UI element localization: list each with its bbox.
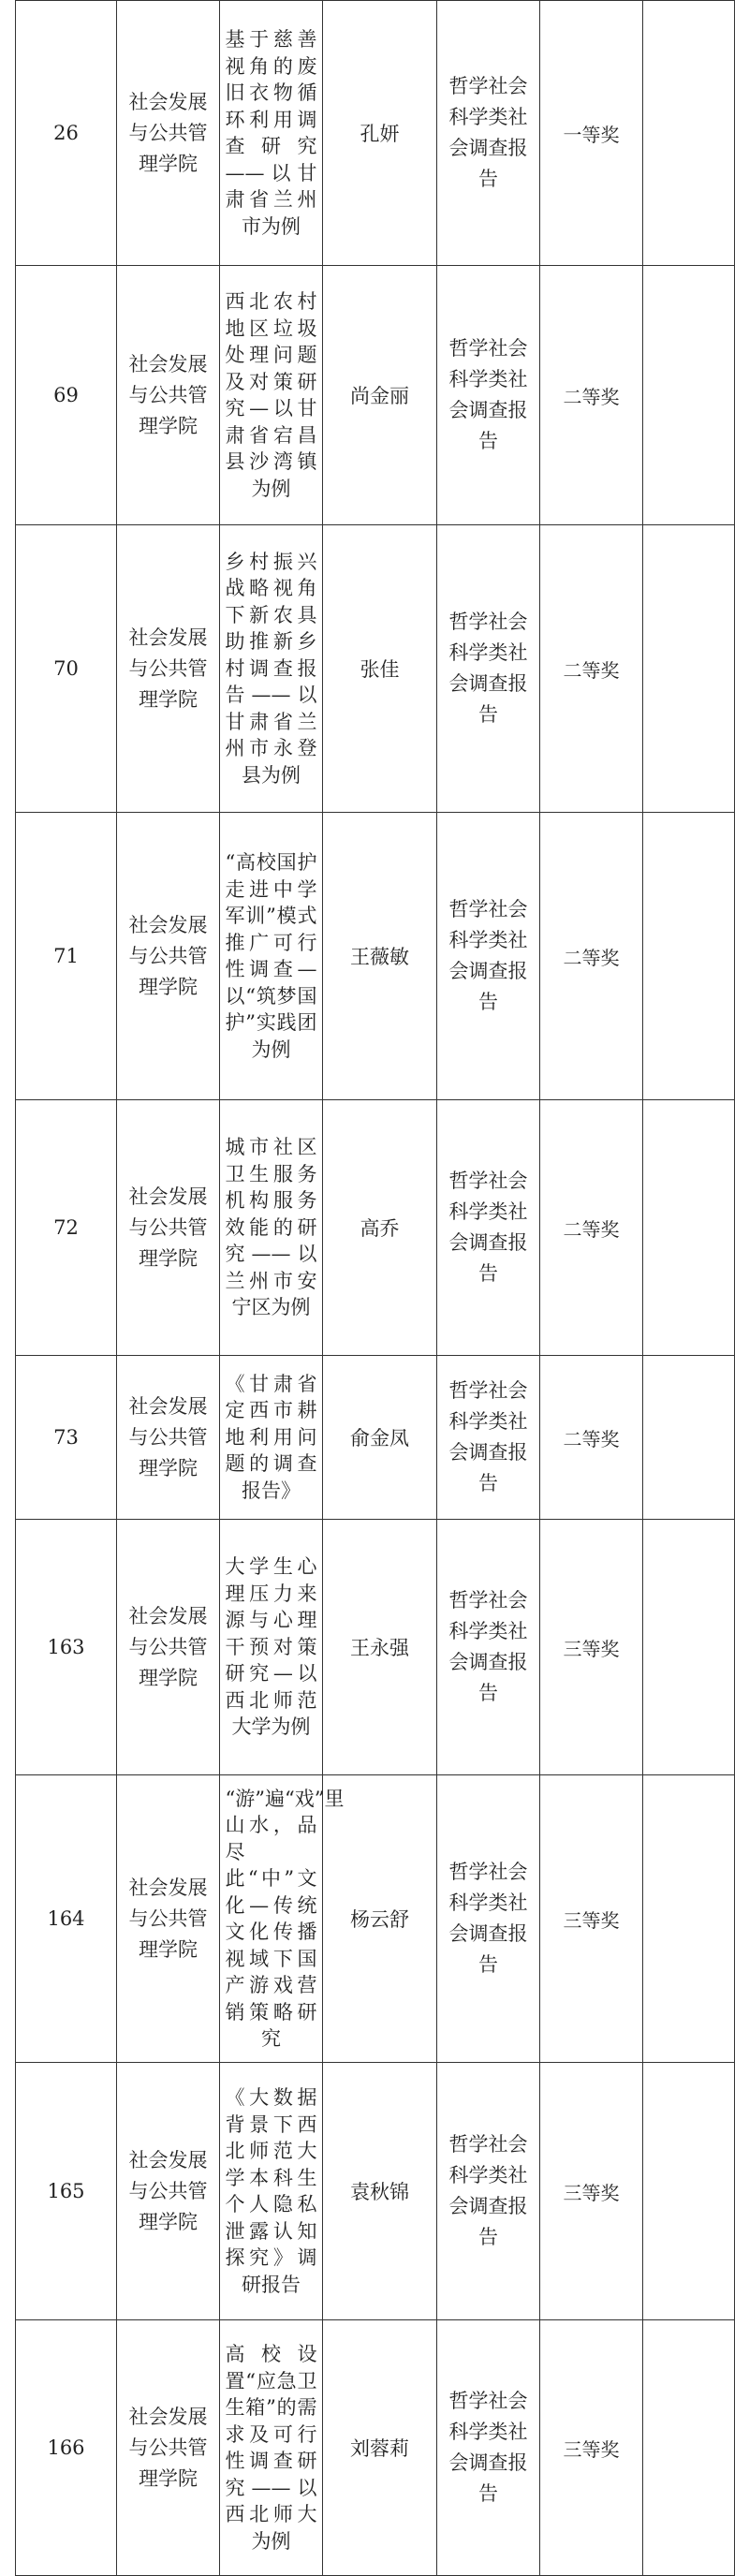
row-number: 69 [16, 266, 117, 525]
college-cell: 社会发展与公共管理学院 [117, 266, 220, 525]
row-number: 163 [16, 1520, 117, 1775]
project-title: “游”遍“戏”里山水，品尽此“中”文化—传统文化传播视域下国产游戏营销策略研究 [225, 1787, 345, 2050]
project-title: 高校设置“应急卫生箱”的需求及可行性调查研究——以西北师大为例 [225, 2343, 317, 2553]
project-title-cell [220, 1100, 323, 1356]
author-cell: 俞金凤 [323, 1356, 437, 1520]
category-cell: 哲学社会科学类社会调查报告 [437, 1100, 540, 1356]
table-row [16, 1100, 735, 1356]
category-cell: 哲学社会科学类社会调查报告 [437, 2063, 540, 2320]
award-cell: 三等奖 [540, 1520, 643, 1775]
college-cell: 社会发展与公共管理学院 [117, 813, 220, 1100]
award-cell: 二等奖 [540, 525, 643, 813]
college-cell: 社会发展与公共管理学院 [117, 1, 220, 266]
project-title-cell [220, 1, 323, 266]
row-number: 70 [16, 525, 117, 813]
empty-cell [643, 1, 735, 266]
project-title: 《甘肃省定西市耕地利用问题的调查报告》 [225, 1372, 317, 1502]
empty-cell [643, 2063, 735, 2320]
author-cell: 刘蓉莉 [323, 2320, 437, 2576]
row-number: 26 [16, 1, 117, 266]
college-cell: 社会发展与公共管理学院 [117, 2320, 220, 2576]
award-table-body [16, 1, 735, 2576]
author-cell: 袁秋锦 [323, 2063, 437, 2320]
college-cell: 社会发展与公共管理学院 [117, 1356, 220, 1520]
project-title-cell [220, 2063, 323, 2320]
row-number: 71 [16, 813, 117, 1100]
award-cell: 三等奖 [540, 2320, 643, 2576]
award-cell: 二等奖 [540, 1100, 643, 1356]
award-cell: 二等奖 [540, 266, 643, 525]
college-cell: 社会发展与公共管理学院 [117, 1520, 220, 1775]
project-title: 城市社区卫生服务机构服务效能的研究——以兰州市安宁区为例 [225, 1136, 317, 1319]
category-cell: 哲学社会科学类社会调查报告 [437, 525, 540, 813]
project-title-cell [220, 1775, 345, 2063]
category-cell: 哲学社会科学类社会调查报告 [437, 1520, 540, 1775]
author-cell: 杨云舒 [323, 1775, 437, 2063]
row-number: 165 [16, 2063, 117, 2320]
award-cell: 二等奖 [540, 1356, 643, 1520]
row-number: 72 [16, 1100, 117, 1356]
project-title: 大学生心理压力来源与心理干预对策研究—以西北师范大学为例 [225, 1555, 317, 1739]
award-cell: 二等奖 [540, 813, 643, 1100]
author-cell: 尚金丽 [323, 266, 437, 525]
table-row [16, 2320, 735, 2576]
project-title-cell [220, 525, 323, 813]
row-number: 73 [16, 1356, 117, 1520]
table-row [16, 525, 735, 813]
author-cell: 高乔 [323, 1100, 437, 1356]
project-title-cell [220, 1520, 323, 1775]
row-number: 166 [16, 2320, 117, 2576]
award-cell: 三等奖 [540, 2063, 643, 2320]
table-row [16, 266, 735, 525]
table-row [16, 1356, 735, 1520]
project-title-cell [220, 1356, 323, 1520]
empty-cell [643, 2320, 735, 2576]
empty-cell [643, 1775, 735, 2063]
category-cell: 哲学社会科学类社会调查报告 [437, 1, 540, 266]
author-cell: 王永强 [323, 1520, 437, 1775]
author-cell: 张佳 [323, 525, 437, 813]
empty-cell [643, 1520, 735, 1775]
empty-cell [643, 813, 735, 1100]
award-cell: 一等奖 [540, 1, 643, 266]
award-cell: 三等奖 [540, 1775, 643, 2063]
empty-cell [643, 525, 735, 813]
category-cell: 哲学社会科学类社会调查报告 [437, 2320, 540, 2576]
project-title-cell [220, 2320, 323, 2576]
project-title: “高校国护走进中学军训”模式推广可行性调查—以“筑梦国护”实践团为例 [225, 851, 317, 1061]
row-number: 164 [16, 1775, 117, 2063]
author-cell: 孔妍 [323, 1, 437, 266]
empty-cell [643, 1356, 735, 1520]
table-row [16, 813, 735, 1100]
category-cell: 哲学社会科学类社会调查报告 [437, 266, 540, 525]
table-row [16, 1, 735, 266]
author-cell: 王薇敏 [323, 813, 437, 1100]
college-cell: 社会发展与公共管理学院 [117, 2063, 220, 2320]
project-title-cell [220, 813, 323, 1100]
college-cell: 社会发展与公共管理学院 [117, 525, 220, 813]
college-cell: 社会发展与公共管理学院 [117, 1100, 220, 1356]
empty-cell [643, 266, 735, 525]
project-title: 基于慈善视角的废旧衣物循环利用调查研究——以甘肃省兰州市为例 [225, 28, 317, 238]
award-table [15, 0, 735, 2576]
project-title: 西北农村地区垃圾处理问题及对策研究—以甘肃省宕昌县沙湾镇为例 [225, 290, 317, 500]
table-row [16, 2063, 735, 2320]
category-cell: 哲学社会科学类社会调查报告 [437, 813, 540, 1100]
table-row [16, 1775, 735, 2063]
project-title-cell [220, 266, 323, 525]
table-row [16, 1520, 735, 1775]
category-cell: 哲学社会科学类社会调查报告 [437, 1356, 540, 1520]
college-cell: 社会发展与公共管理学院 [117, 1775, 220, 2063]
category-cell: 哲学社会科学类社会调查报告 [437, 1775, 540, 2063]
project-title: 《大数据背景下西北师范大学本科生个人隐私泄露认知探究》调研报告 [225, 2086, 317, 2296]
empty-cell [643, 1100, 735, 1356]
project-title: 乡村振兴战略视角下新农具助推新乡村调查报告——以甘肃省兰州市永登县为例 [225, 550, 317, 787]
